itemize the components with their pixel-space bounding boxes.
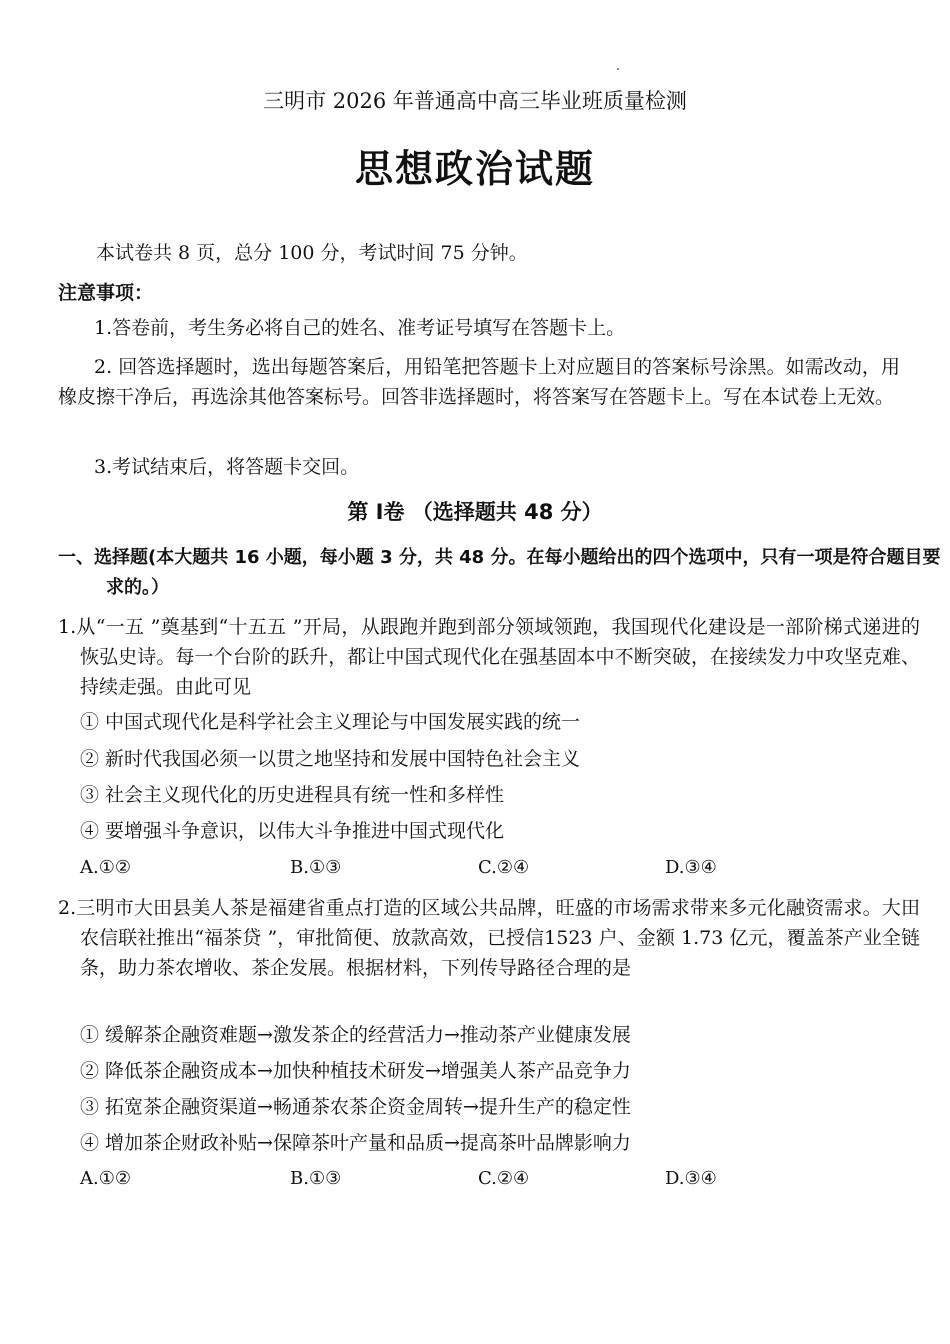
notice-item-1: 1.答卷前，考生务必将自己的姓名、准考证号填写在答题卡上。	[94, 317, 626, 339]
question-1-option-3: ③ 社会主义现代化的历史进程具有统一性和多样性	[80, 784, 505, 806]
question-2-option-4: ④ 增加茶企财政补贴→保障茶叶产量和品质→提高茶叶品牌影响力	[80, 1132, 631, 1154]
question-1-choice-b: B.①③	[290, 857, 342, 878]
question-2-option-2: ② 降低茶企融资成本→加快种植技术研发→增强美人茶产品竞争力	[80, 1060, 631, 1082]
question-1-option-2: ② 新时代我国必须一以贯之地坚持和发展中国特色社会主义	[80, 748, 581, 770]
notice-item-2: 2. 回答选择题时，选出每题答案后，用铅笔把答题卡上对应题目的答案标号涂黑。如需改动，用橡皮擦干净后，再选涂其他答案标号。回答非选择题时，将答案写在答题卡上。写在本试卷上无效。	[58, 356, 900, 408]
question-2-stem: 2.三明市大田县美人茶是福建省重点打造的区域公共品牌，旺盛的市场需求带来多元化融资需求。大田农信联社推出“福茶贷 ”，审批简便、放款高效，已授信1523 户、金额 1.73 亿元，覆盖茶产业全链条，助力茶农增收、茶企发展。根据材料，下列传导路径合理的是	[58, 897, 920, 979]
notice-heading: 注意事项：	[58, 282, 154, 304]
question-2-choice-b: B.①③	[290, 1168, 342, 1189]
question-1-choice-a: A.①②	[80, 857, 131, 878]
notice-item-3: 3.考试结束后，将答题卡交回。	[94, 456, 360, 478]
question-2-choice-a: A.①②	[80, 1168, 131, 1189]
question-2-choice-d: D.③④	[665, 1168, 717, 1189]
question-2-choice-c: C.②④	[478, 1168, 530, 1189]
question-2-option-1: ① 缓解茶企融资难题→激发茶企的经营活力→推动茶产业健康发展	[80, 1024, 631, 1046]
section-heading: 第 Ⅰ卷 （选择题共 48 分）	[347, 500, 603, 524]
question-1-option-4: ④ 要增强斗争意识，以伟大斗争推进中国式现代化	[80, 820, 505, 842]
question-1-choice-c: C.②④	[478, 857, 530, 878]
question-1-option-1: ① 中国式现代化是科学社会主义理论与中国发展实践的统一	[80, 711, 581, 733]
part-heading: 一、选择题(本大题共 16 小题，每小题 3 分，共 48 分。在每小题给出的四个选项中，只有一项是符合题目要求的。）	[58, 547, 941, 598]
exam-title: 思想政治试题	[354, 147, 595, 191]
question-1-choice-d: D.③④	[665, 857, 717, 878]
question-2-option-3: ③ 拓宽茶企融资渠道→畅通茶农茶企资金周转→提升生产的稳定性	[80, 1096, 631, 1118]
exam-subtitle: 三明市 2026 年普通高中高三毕业班质量检测	[263, 89, 687, 113]
question-1-stem: 1.从“一五 ”奠基到“十五五 ”开局，从跟跑并跑到部分领域领跑，我国现代化建设是一部阶梯式递进的恢弘史诗。每一个台阶的跃升，都让中国式现代化在强基固本中不断突破，在接续发力中攻坚克难、持续走强。由此可见	[58, 616, 920, 698]
scan-dot	[617, 68, 619, 70]
exam-intro: 本试卷共 8 页，总分 100 分，考试时间 75 分钟。	[96, 242, 528, 264]
